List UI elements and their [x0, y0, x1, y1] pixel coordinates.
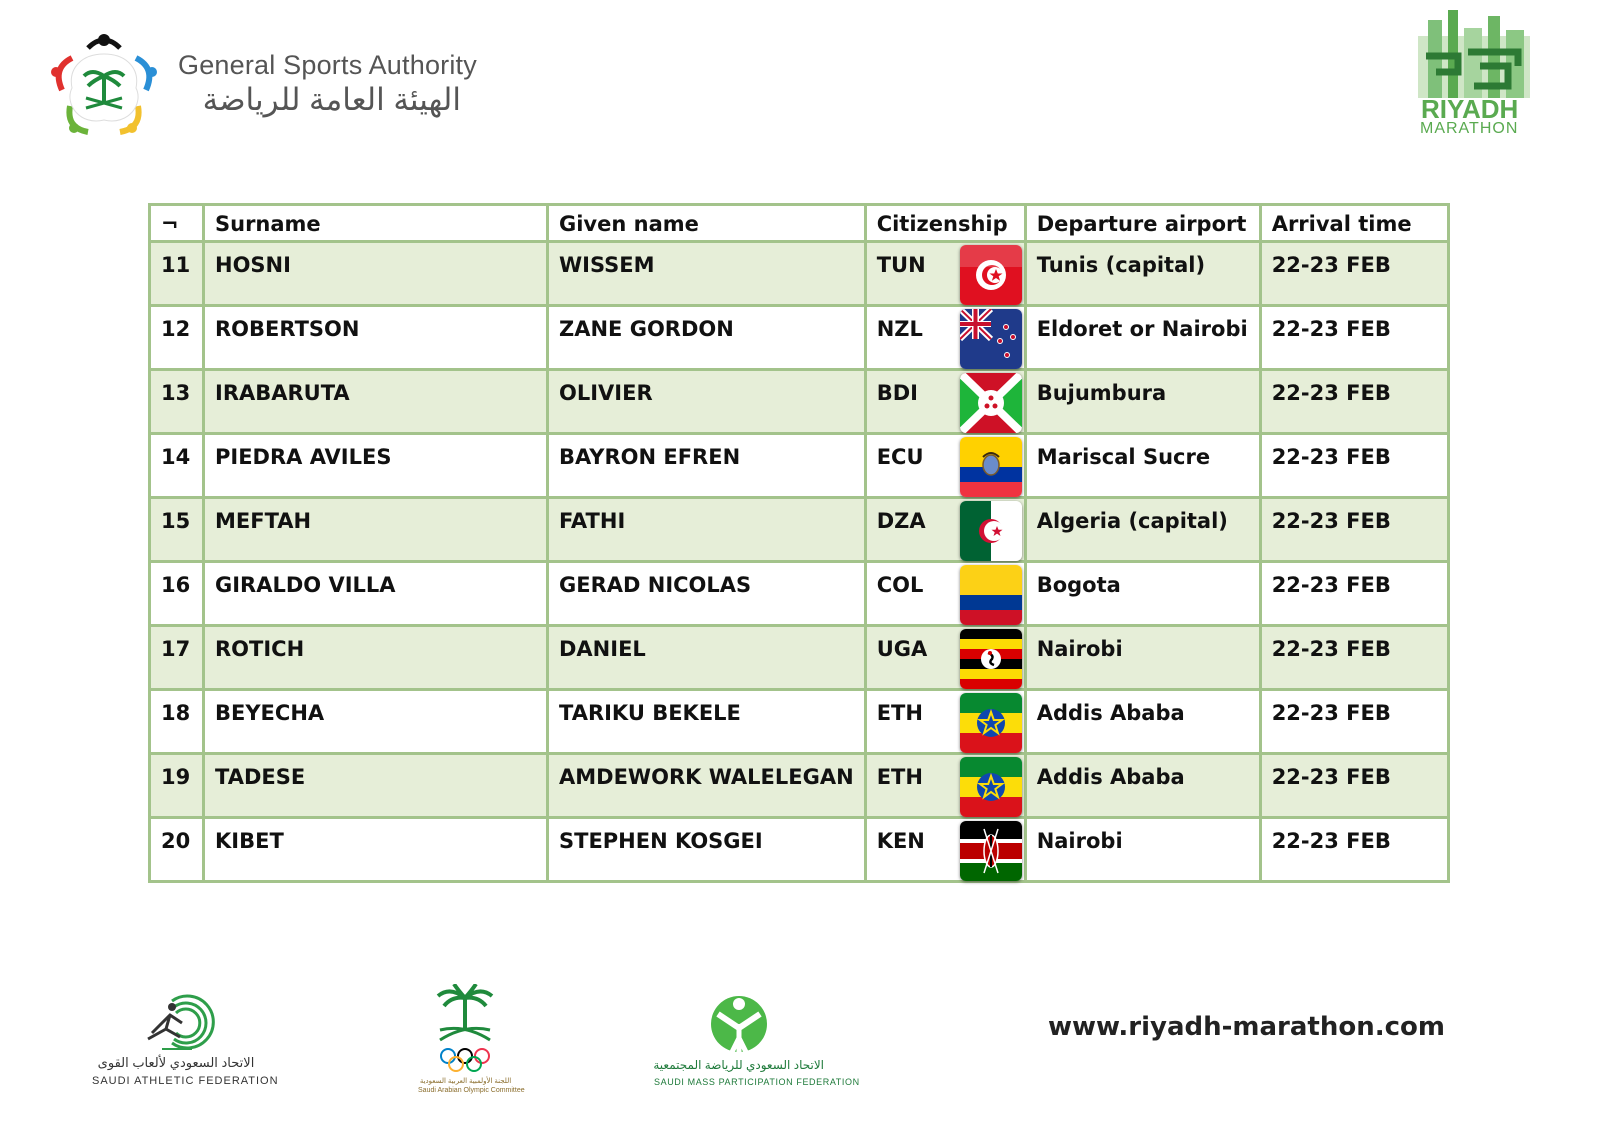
citizenship-cell: [865, 242, 1025, 306]
departure-airport-cell: Addis Ababa: [1025, 754, 1260, 818]
table-row: [150, 306, 1449, 370]
surname-cell: PIEDRA AVILES: [204, 434, 548, 498]
arrival-time-cell: 22-23 FEB: [1260, 498, 1448, 562]
surname-cell: GIRALDO VILLA: [204, 562, 548, 626]
header-no: ¬: [150, 205, 204, 242]
citizenship-code: ETH: [876, 765, 923, 789]
arrival-time-cell: 22-23 FEB: [1260, 754, 1448, 818]
citizenship-cell: [865, 626, 1025, 690]
citizenship-code: COL: [876, 573, 924, 597]
soc-name-ar: اللجنة الأولمبية العربية السعودية: [419, 1078, 512, 1085]
citizenship-cell: [865, 690, 1025, 754]
citizenship-code: BDI: [876, 381, 918, 405]
arrival-time-cell: 22-23 FEB: [1260, 562, 1448, 626]
row-number: 15: [150, 498, 204, 562]
citizenship-code: KEN: [876, 829, 925, 853]
arrival-time-cell: 22-23 FEB: [1260, 434, 1448, 498]
row-number: 18: [150, 690, 204, 754]
row-number: 11: [150, 242, 204, 306]
table-row: [150, 818, 1449, 882]
given-name-cell: BAYRON EFREN: [548, 434, 866, 498]
given-name-cell: DANIEL: [548, 626, 866, 690]
citizenship-code: TUN: [876, 253, 926, 277]
header-citizenship: Citizenship: [865, 205, 1025, 242]
given-name-cell: ZANE GORDON: [548, 306, 866, 370]
athlete-travel-table: [148, 203, 1450, 883]
gsa-name-en: General Sports Authority: [178, 50, 477, 80]
uganda-flag-icon: [960, 629, 1022, 689]
surname-cell: HOSNI: [204, 242, 548, 306]
marathon-word-riyadh: RIYADH: [1421, 94, 1519, 124]
citizenship-cell: [865, 306, 1025, 370]
citizenship-cell: [865, 562, 1025, 626]
arrival-time-cell: 22-23 FEB: [1260, 306, 1448, 370]
given-name-cell: AMDEWORK WALELEGAN: [548, 754, 866, 818]
table-row: [150, 370, 1449, 434]
given-name-cell: GERAD NICOLAS: [548, 562, 866, 626]
table-header-row: [150, 205, 1449, 242]
surname-cell: ROTICH: [204, 626, 548, 690]
burundi-flag-icon: [960, 373, 1022, 433]
arrival-time-cell: 22-23 FEB: [1260, 370, 1448, 434]
surname-cell: MEFTAH: [204, 498, 548, 562]
arrival-time-cell: 22-23 FEB: [1260, 690, 1448, 754]
gsa-logo: [48, 28, 477, 138]
citizenship-code: ECU: [876, 445, 924, 469]
surname-cell: BEYECHA: [204, 690, 548, 754]
website-link[interactable]: www.riyadh-marathon.com: [1048, 1012, 1445, 1042]
mass-participation-figure-icon: [654, 994, 824, 1056]
departure-airport-cell: Mariscal Sucre: [1025, 434, 1260, 498]
colombia-flag-icon: [960, 565, 1022, 625]
arrival-time-cell: 22-23 FEB: [1260, 626, 1448, 690]
departure-airport-cell: Algeria (capital): [1025, 498, 1260, 562]
header-given-name: Given name: [548, 205, 866, 242]
saf-name-en: SAUDI ATHLETIC FEDERATION: [92, 1075, 279, 1087]
departure-airport-cell: Nairobi: [1025, 818, 1260, 882]
departure-airport-cell: Nairobi: [1025, 626, 1260, 690]
ecuador-flag-icon: [960, 437, 1022, 497]
riyadh-marathon-logo: [1418, 6, 1530, 138]
row-number: 17: [150, 626, 204, 690]
table-row: [150, 562, 1449, 626]
saudi-athletic-federation-logo: [92, 993, 279, 1093]
header-arrival-time: Arrival time: [1260, 205, 1448, 242]
saf-name-ar: الاتحاد السعودي لألعاب القوى: [97, 1055, 255, 1070]
given-name-cell: OLIVIER: [548, 370, 866, 434]
gsa-emblem-icon: [48, 28, 160, 138]
smpf-name-en: SAUDI MASS PARTICIPATION FEDERATION: [654, 1077, 860, 1087]
table-row: [150, 434, 1449, 498]
row-number: 19: [150, 754, 204, 818]
ethiopia-flag-icon: [960, 693, 1022, 753]
row-number: 12: [150, 306, 204, 370]
new-zealand-flag-icon: [960, 309, 1022, 369]
header-departure-airport: Departure airport: [1025, 205, 1260, 242]
table-row: [150, 498, 1449, 562]
citizenship-cell: [865, 498, 1025, 562]
given-name-cell: TARIKU BEKELE: [548, 690, 866, 754]
soc-name-en: Saudi Arabian Olympic Committee: [418, 1087, 525, 1094]
surname-cell: KIBET: [204, 818, 548, 882]
arrival-time-cell: 22-23 FEB: [1260, 242, 1448, 306]
riyadh-skyline-icon: [1418, 6, 1530, 98]
smpf-name-ar: الاتحاد السعودي للرياضة المجتمعية: [653, 1058, 824, 1072]
row-number: 20: [150, 818, 204, 882]
kenya-flag-icon: [960, 821, 1022, 881]
departure-airport-cell: Bogota: [1025, 562, 1260, 626]
table-row: [150, 626, 1449, 690]
departure-airport-cell: Addis Ababa: [1025, 690, 1260, 754]
row-number: 14: [150, 434, 204, 498]
surname-cell: ROBERTSON: [204, 306, 548, 370]
citizenship-cell: [865, 818, 1025, 882]
algeria-flag-icon: [960, 501, 1022, 561]
runner-icon: [92, 993, 262, 1053]
citizenship-cell: [865, 434, 1025, 498]
departure-airport-cell: Eldoret or Nairobi: [1025, 306, 1260, 370]
ethiopia-flag-icon: [960, 757, 1022, 817]
given-name-cell: WISSEM: [548, 242, 866, 306]
table-row: [150, 754, 1449, 818]
tunisia-flag-icon: [960, 245, 1022, 305]
given-name-cell: STEPHEN KOSGEI: [548, 818, 866, 882]
saudi-mass-participation-federation-logo: [653, 994, 860, 1094]
citizenship-cell: [865, 370, 1025, 434]
departure-airport-cell: Tunis (capital): [1025, 242, 1260, 306]
surname-cell: IRABARUTA: [204, 370, 548, 434]
saudi-olympic-committee-logo: [418, 984, 525, 1096]
citizenship-code: DZA: [876, 509, 926, 533]
gsa-name-ar: الهيئة العامة للرياضة: [202, 82, 461, 117]
header-surname: Surname: [204, 205, 548, 242]
palm-swords-rings-icon: [418, 984, 513, 1076]
marathon-word-marathon: MARATHON: [1420, 120, 1519, 137]
citizenship-code: ETH: [876, 701, 923, 725]
table-row: [150, 690, 1449, 754]
arrival-time-cell: 22-23 FEB: [1260, 818, 1448, 882]
citizenship-code: UGA: [876, 637, 928, 661]
table-row: [150, 242, 1449, 306]
citizenship-code: NZL: [876, 317, 923, 341]
surname-cell: TADESE: [204, 754, 548, 818]
given-name-cell: FATHI: [548, 498, 866, 562]
row-number: 16: [150, 562, 204, 626]
departure-airport-cell: Bujumbura: [1025, 370, 1260, 434]
row-number: 13: [150, 370, 204, 434]
citizenship-cell: [865, 754, 1025, 818]
